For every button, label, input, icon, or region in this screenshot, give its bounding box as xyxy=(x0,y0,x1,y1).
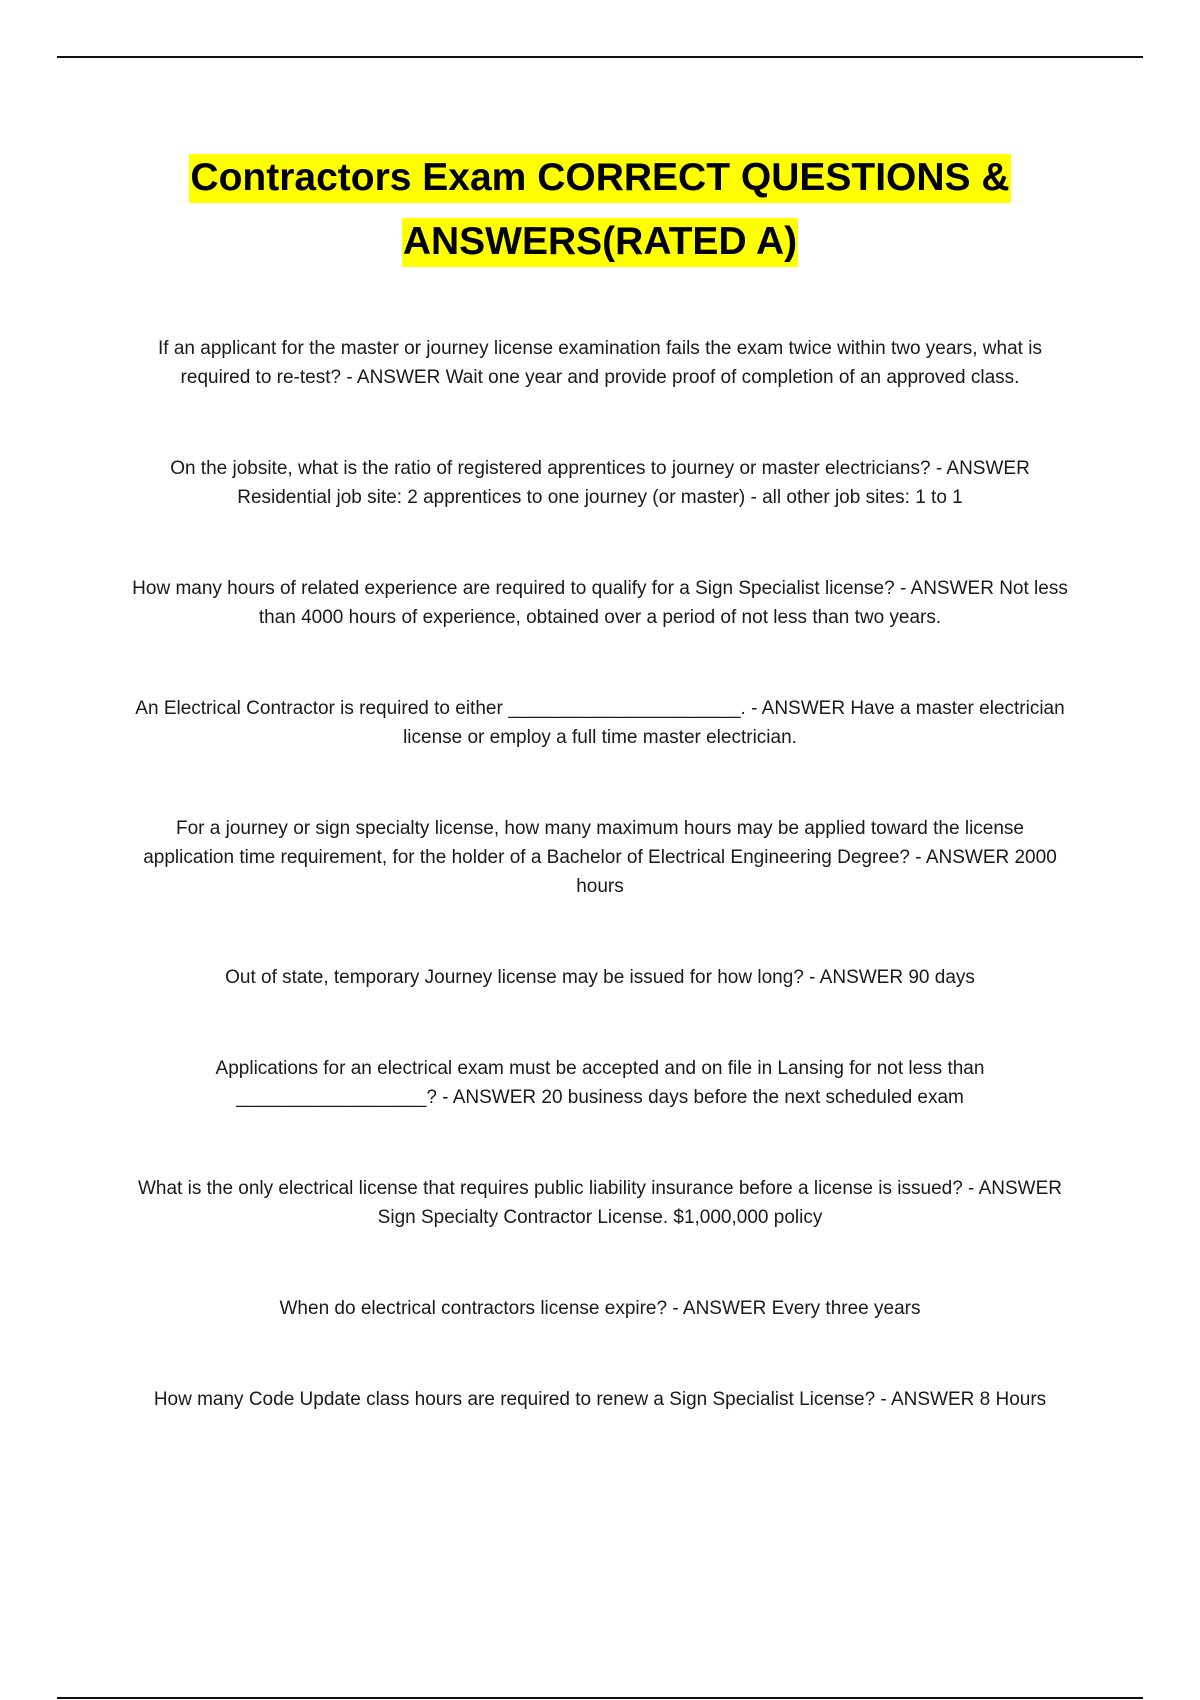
qa-item: What is the only electrical license that requires public liability insurance before a license is issued? - ANSWER Sign Specialty Contractor License. $1,000,000 policy xyxy=(137,1178,1063,1228)
title-line-2 xyxy=(0,210,1200,274)
qa-item: When do electrical contractors license expire? - ANSWER Every three years xyxy=(279,1298,921,1319)
top-rule xyxy=(57,56,1143,58)
title-line-1-highlight: Contractors Exam CORRECT QUESTIONS & xyxy=(189,154,1010,203)
qa-item: An Electrical Contractor is required to either ______________________. - ANSWER Have a master electrician license or employ a full time master electrician. xyxy=(135,698,1065,748)
qa-list xyxy=(130,334,1070,1476)
qa-item: For a journey or sign specialty license, how many maximum hours may be applied toward the license application time requirement, for the holder of a Bachelor of Electrical Engineering Degree? - ANSWER 2000 hours xyxy=(143,818,1057,897)
title-line-1 xyxy=(0,146,1200,210)
qa-item: If an applicant for the master or journey license examination fails the exam twice within two years, what is required to re-test? - ANSWER Wait one year and provide proof of completion of an approved class. xyxy=(158,338,1042,388)
qa-item: On the jobsite, what is the ratio of registered apprentices to journey or master electricians? - ANSWER Residential job site: 2 apprentices to one journey (or master) - all other job sites: 1 to 1 xyxy=(170,458,1030,508)
qa-item: How many Code Update class hours are required to renew a Sign Specialist License? - ANSWER 8 Hours xyxy=(153,1389,1047,1410)
bottom-rule xyxy=(57,1697,1143,1699)
qa-item: Applications for an electrical exam must be accepted and on file in Lansing for not less than __________________? - ANSWER 20 business days before the next scheduled exam xyxy=(215,1058,985,1108)
qa-item: How many hours of related experience are required to qualify for a Sign Specialist license? - ANSWER Not less than 4000 hours of experience, obtained over a period of not less than two years. xyxy=(132,578,1068,628)
title-line-2-highlight: ANSWERS(RATED A) xyxy=(402,218,798,267)
qa-item: Out of state, temporary Journey license may be issued for how long? - ANSWER 90 days xyxy=(225,967,975,988)
document-title xyxy=(0,146,1200,274)
